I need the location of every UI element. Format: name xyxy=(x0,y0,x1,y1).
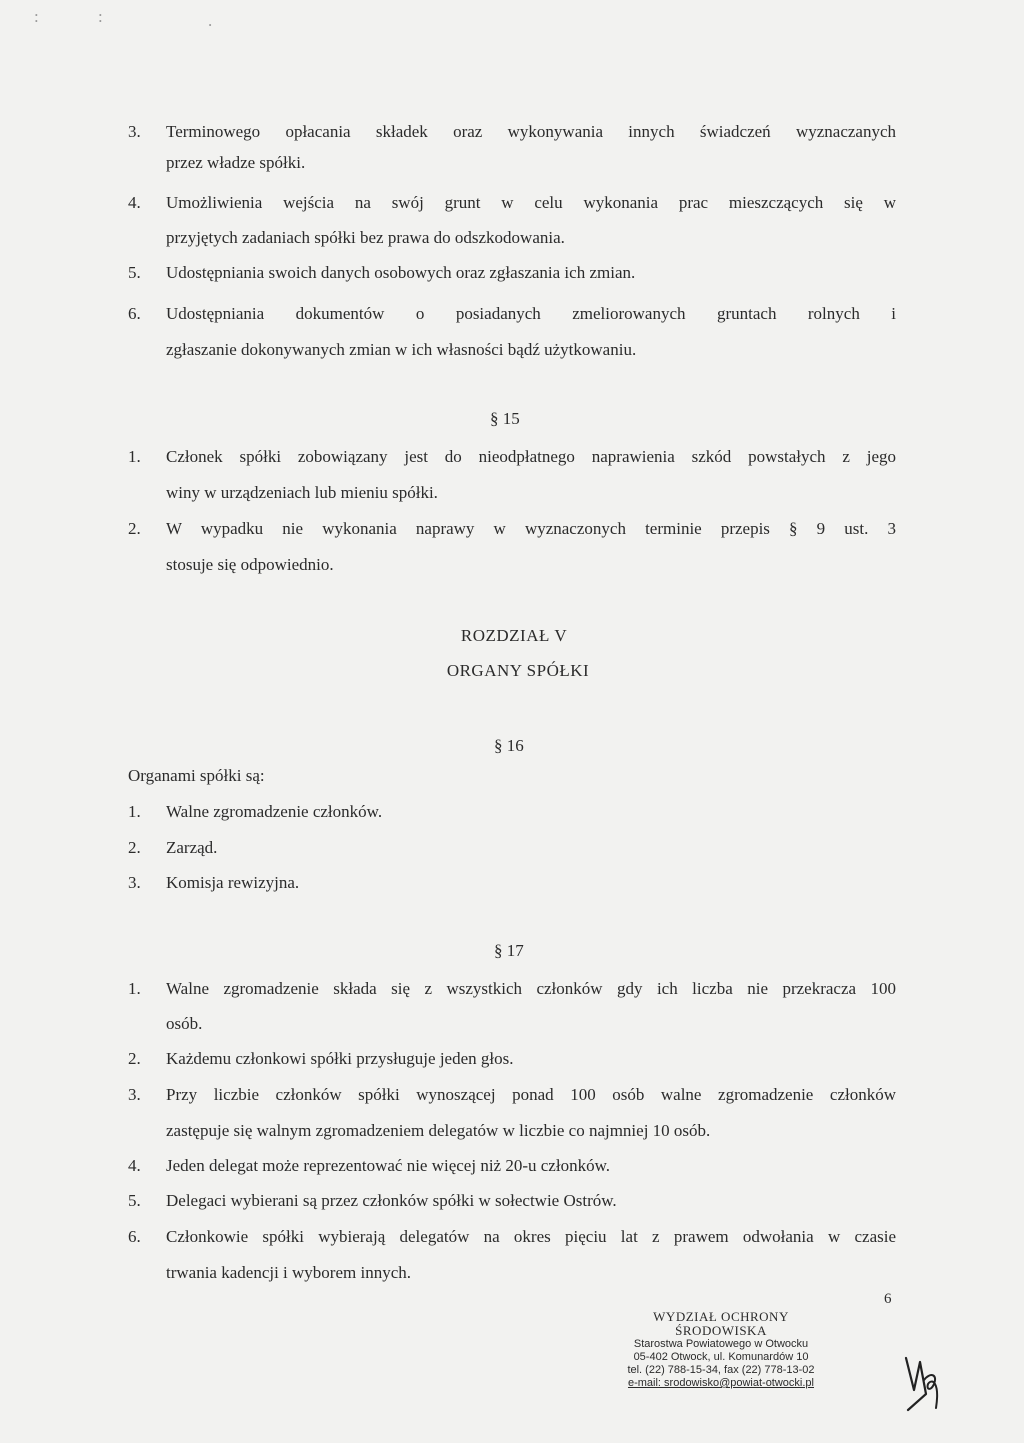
stamp-line: Starostwa Powiatowego w Otwocku xyxy=(633,1338,809,1350)
list-item-text: W wypadku nie wykonania naprawy w wyznaczonych terminie przepis § 9 ust. 3 xyxy=(166,519,896,538)
list-item-text: Terminowego opłacania składek oraz wykonywania innych świadczeń wyznaczanych xyxy=(166,122,896,141)
list-item-number: 1. xyxy=(128,447,141,466)
stamp-line: ŚRODOWISKA xyxy=(675,1323,767,1338)
list-item-number: 4. xyxy=(128,1156,141,1175)
office-stamp xyxy=(596,1310,846,1390)
list-item-number: 6. xyxy=(128,1227,141,1246)
list-item-number: 3. xyxy=(128,1085,141,1104)
scan-mark: : xyxy=(98,7,103,26)
list-item-number: 6. xyxy=(128,304,141,323)
list-item-text: zastępuje się walnym zgromadzeniem delegatów w liczbie co najmniej 10 osób. xyxy=(166,1121,711,1140)
list-item-text: Członek spółki zobowiązany jest do nieodpłatnego naprawienia szkód powstałych z jego xyxy=(166,447,896,466)
stamp-line: e-mail: srodowisko@powiat-otwocki.pl xyxy=(627,1377,814,1389)
list-item-text: Walne zgromadzenie składa się z wszystkich członków gdy ich liczba nie przekracza 100 xyxy=(166,979,896,998)
scan-mark: . xyxy=(208,11,213,30)
list-item-text: zgłaszanie dokonywanych zmian w ich własności bądź użytkowaniu. xyxy=(166,340,637,359)
list-item-text: Udostępniania swoich danych osobowych oraz zgłaszania ich zmian. xyxy=(166,263,636,282)
list-item-number: 2. xyxy=(128,519,141,538)
list-item-text: Zarząd. xyxy=(166,838,218,857)
scan-mark: : xyxy=(34,7,39,26)
list-item-text: Walne zgromadzenie członków. xyxy=(166,802,383,821)
list-item-text: Udostępniania dokumentów o posiadanych zmeliorowanych gruntach rolnych i xyxy=(166,304,896,323)
list-item-text: przez władze spółki. xyxy=(166,153,306,172)
list-item-number: 3. xyxy=(128,873,141,892)
section-heading: § 15 xyxy=(490,409,520,428)
list-item-text: Członkowie spółki wybierają delegatów na okres pięciu lat z prawem odwołania w czasie xyxy=(166,1227,896,1246)
stamp-line: WYDZIAŁ OCHRONY xyxy=(653,1309,789,1324)
list-item-number: 4. xyxy=(128,193,141,212)
list-item-number: 2. xyxy=(128,1049,141,1068)
list-item-text: Umożliwienia wejścia na swój grunt w celu wykonania prac mieszczących się w xyxy=(166,193,896,212)
list-item-text: osób. xyxy=(166,1014,203,1033)
list-item-number: 1. xyxy=(128,979,141,998)
section-heading: § 17 xyxy=(494,941,524,960)
list-item-text: winy w urządzeniach lub mieniu spółki. xyxy=(166,483,438,502)
list-item-text: Przy liczbie członków spółki wynoszącej ponad 100 osób walne zgromadzenie członków xyxy=(166,1085,896,1104)
signature-initials xyxy=(900,1350,944,1414)
list-item-text: przyjętych zadaniach spółki bez prawa do odszkodowania. xyxy=(166,228,565,247)
list-item-number: 5. xyxy=(128,1191,141,1210)
section-heading: § 16 xyxy=(494,736,524,755)
list-item-text: Komisja rewizyjna. xyxy=(166,873,300,892)
list-item-text: stosuje się odpowiednio. xyxy=(166,555,334,574)
list-item-text: trwania kadencji i wyborem innych. xyxy=(166,1263,412,1282)
list-item-text: Każdemu członkowi spółki przysługuje jeden głos. xyxy=(166,1049,514,1068)
list-item-text: Jeden delegat może reprezentować nie więcej niż 20-u członków. xyxy=(166,1156,610,1175)
chapter-subtitle: ORGANY SPÓŁKI xyxy=(446,661,590,680)
stamp-line: tel. (22) 788-15-34, fax (22) 778-13-02 xyxy=(627,1364,815,1376)
list-item-number: 2. xyxy=(128,838,141,857)
list-item-number: 1. xyxy=(128,802,141,821)
section-intro: Organami spółki są: xyxy=(128,766,265,785)
chapter-title: ROZDZIAŁ V xyxy=(460,626,568,645)
stamp-line: 05-402 Otwock, ul. Komunardów 10 xyxy=(633,1351,809,1363)
list-item-text: Delegaci wybierani są przez członków spółki w sołectwie Ostrów. xyxy=(166,1191,617,1210)
list-item-number: 3. xyxy=(128,122,141,141)
list-item-number: 5. xyxy=(128,263,141,282)
page-number: 6 xyxy=(884,1291,892,1307)
